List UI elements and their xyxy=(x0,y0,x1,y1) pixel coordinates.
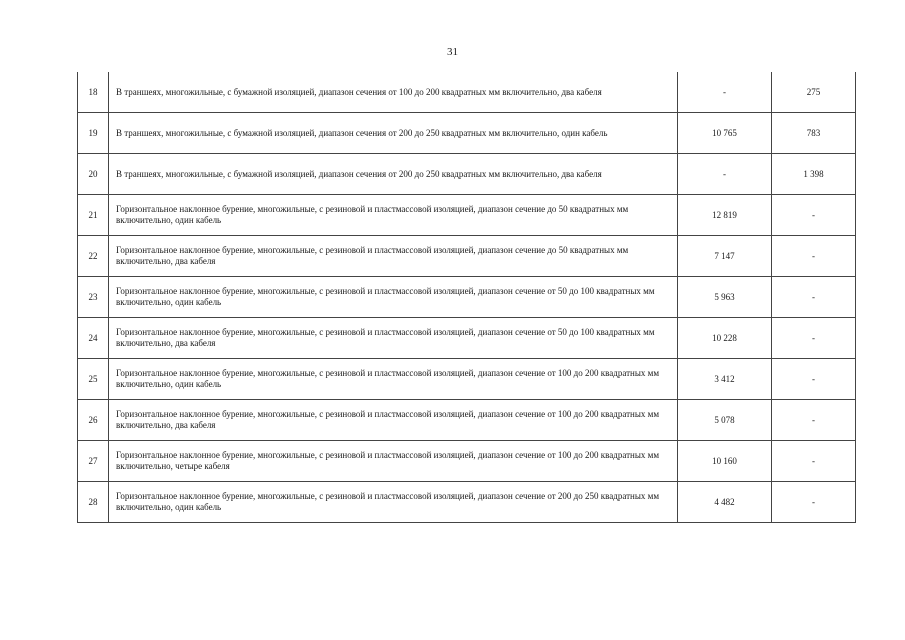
row-value-1-cell: 10 228 xyxy=(678,318,772,359)
row-number-cell: 18 xyxy=(78,72,109,113)
row-description-cell: Горизонтальное наклонное бурение, многожильные, с резиновой и пластмассовой изоляцией, диапазон сечение до 50 квадратных мм включительно, один кабель xyxy=(109,195,678,236)
row-description-cell: Горизонтальное наклонное бурение, многожильные, с резиновой и пластмассовой изоляцией, диапазон сечение от 100 до 200 квадратных мм включительно, один кабель xyxy=(109,359,678,400)
row-value-1-cell: 3 412 xyxy=(678,359,772,400)
row-number-cell: 27 xyxy=(78,441,109,482)
row-description-cell: В траншеях, многожильные, с бумажной изоляцией, диапазон сечения от 200 до 250 квадратных мм включительно, два кабеля xyxy=(109,154,678,195)
row-value-2-cell: 275 xyxy=(772,72,856,113)
row-number-cell: 26 xyxy=(78,400,109,441)
table-row xyxy=(78,277,856,318)
table-body xyxy=(78,72,856,523)
row-number-cell: 20 xyxy=(78,154,109,195)
row-description-cell: Горизонтальное наклонное бурение, многожильные, с резиновой и пластмассовой изоляцией, диапазон сечение от 100 до 200 квадратных мм включительно, два кабеля xyxy=(109,400,678,441)
table-row xyxy=(78,359,856,400)
table-row xyxy=(78,113,856,154)
row-number-cell: 21 xyxy=(78,195,109,236)
row-value-1-cell: 5 963 xyxy=(678,277,772,318)
row-value-2-cell: - xyxy=(772,400,856,441)
row-value-1-cell: 7 147 xyxy=(678,236,772,277)
row-value-1-cell: 12 819 xyxy=(678,195,772,236)
row-description-cell: В траншеях, многожильные, с бумажной изоляцией, диапазон сечения от 200 до 250 квадратных мм включительно, один кабель xyxy=(109,113,678,154)
rates-table xyxy=(77,72,856,523)
table-row xyxy=(78,482,856,523)
row-number-cell: 22 xyxy=(78,236,109,277)
row-value-2-cell: 783 xyxy=(772,113,856,154)
row-number-cell: 19 xyxy=(78,113,109,154)
table-row xyxy=(78,72,856,113)
row-value-2-cell: - xyxy=(772,318,856,359)
row-description-cell: Горизонтальное наклонное бурение, многожильные, с резиновой и пластмассовой изоляцией, диапазон сечение от 50 до 100 квадратных мм включительно, один кабель xyxy=(109,277,678,318)
row-value-2-cell: - xyxy=(772,236,856,277)
row-number-cell: 24 xyxy=(78,318,109,359)
row-value-2-cell: - xyxy=(772,277,856,318)
table-row xyxy=(78,441,856,482)
row-value-2-cell: - xyxy=(772,441,856,482)
row-description-cell: Горизонтальное наклонное бурение, многожильные, с резиновой и пластмассовой изоляцией, диапазон сечение от 50 до 100 квадратных мм включительно, два кабеля xyxy=(109,318,678,359)
row-description-cell: Горизонтальное наклонное бурение, многожильные, с резиновой и пластмассовой изоляцией, диапазон сечение от 100 до 200 квадратных мм включительно, четыре кабеля xyxy=(109,441,678,482)
page-number: 31 xyxy=(447,46,458,58)
table-row xyxy=(78,154,856,195)
row-description-cell: Горизонтальное наклонное бурение, многожильные, с резиновой и пластмассовой изоляцией, диапазон сечение от 200 до 250 квадратных мм включительно, один кабель xyxy=(109,482,678,523)
table-row xyxy=(78,195,856,236)
row-value-2-cell: - xyxy=(772,359,856,400)
row-value-2-cell: - xyxy=(772,482,856,523)
row-value-1-cell: 10 765 xyxy=(678,113,772,154)
row-number-cell: 25 xyxy=(78,359,109,400)
row-value-2-cell: 1 398 xyxy=(772,154,856,195)
row-value-1-cell: 10 160 xyxy=(678,441,772,482)
row-number-cell: 23 xyxy=(78,277,109,318)
row-value-1-cell: - xyxy=(678,72,772,113)
row-value-1-cell: - xyxy=(678,154,772,195)
table-row xyxy=(78,400,856,441)
table-row xyxy=(78,236,856,277)
row-number-cell: 28 xyxy=(78,482,109,523)
table-row xyxy=(78,318,856,359)
row-value-1-cell: 4 482 xyxy=(678,482,772,523)
row-description-cell: Горизонтальное наклонное бурение, многожильные, с резиновой и пластмассовой изоляцией, диапазон сечение до 50 квадратных мм включительно, два кабеля xyxy=(109,236,678,277)
row-description-cell: В траншеях, многожильные, с бумажной изоляцией, диапазон сечения от 100 до 200 квадратных мм включительно, два кабеля xyxy=(109,72,678,113)
row-value-2-cell: - xyxy=(772,195,856,236)
row-value-1-cell: 5 078 xyxy=(678,400,772,441)
